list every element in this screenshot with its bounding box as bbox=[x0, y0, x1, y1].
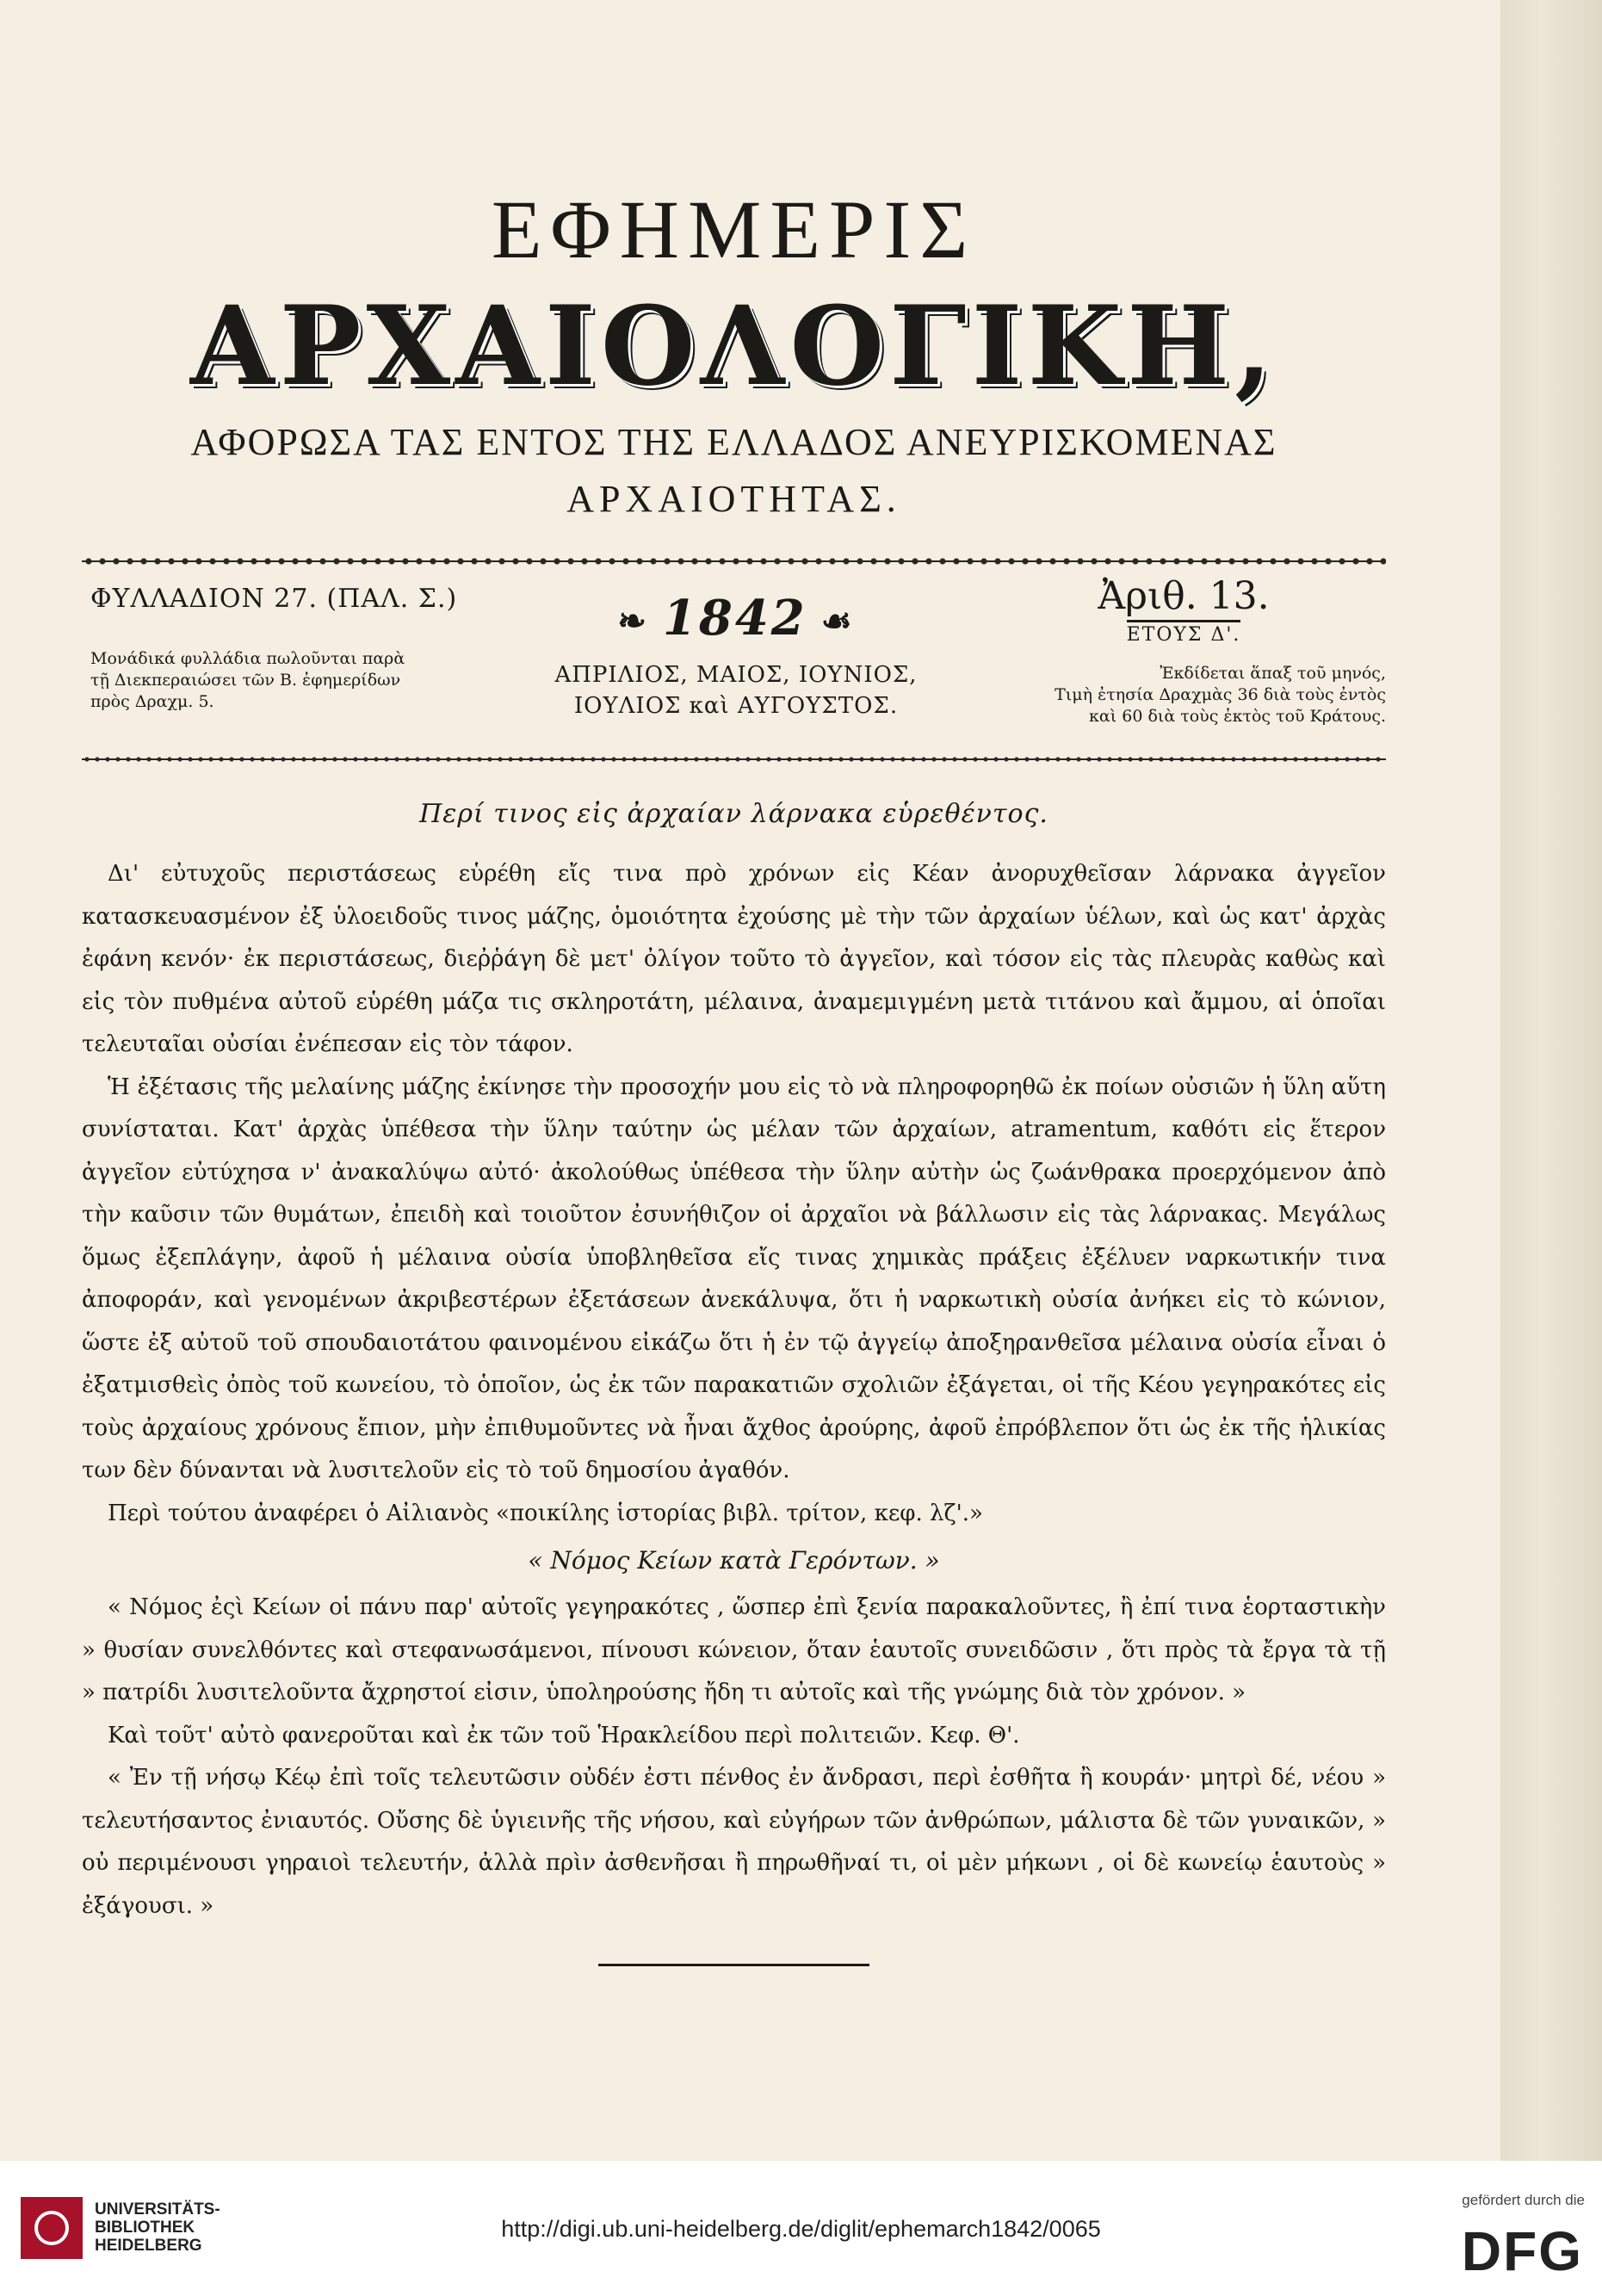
issue-info-right bbox=[981, 575, 1386, 727]
fleuron-left-icon: ❧ bbox=[617, 601, 649, 642]
issue-info-left bbox=[90, 584, 538, 713]
subscription-note bbox=[981, 663, 1386, 727]
digitization-footer bbox=[0, 2161, 1602, 2296]
journal-title-ornate: ΑΡΧΑΙΟΛΟΓΙΚΗ, bbox=[189, 282, 1278, 410]
end-rule bbox=[598, 1964, 869, 1966]
funding-note: gefördert durch die bbox=[1462, 2192, 1585, 2208]
journal-subtitle-line2: ΑΡΧΑΙΟΤΗΤΑΣ. bbox=[566, 478, 901, 520]
volume-year: ΕΤΟΥΣ Δ'. bbox=[1127, 620, 1241, 646]
subscription-line: Ἐκδίδεται ἅπαξ τοῦ μηνός, bbox=[1160, 664, 1386, 683]
facing-page-edge bbox=[1500, 0, 1602, 2161]
fleuron-right-icon: ☙ bbox=[820, 601, 855, 642]
months-line: ΑΠΡΙΛΙΟΣ, ΜΑΙΟΣ, ΙΟΥΝΙΟΣ, bbox=[554, 662, 918, 689]
issue-months bbox=[529, 659, 943, 721]
quote-title: « Νόμος Κείων κατὰ Γερόντων. » bbox=[528, 1546, 940, 1575]
quotation: « Ἐν τῇ νήσῳ Κέῳ ἐπὶ τοῖς τελευτῶσιν οὐδέν ἐστι πένθος ἐν ἄνδρασι, περὶ ἐσθῆτα ἢ κουράν· μητρὶ δέ, νέου » τελευτήσαντος ἐνιαυτός. Οὔσης δὲ ὑγιεινῆς τῆς νήσου, καὶ εὐγήρων τῶν ἀνθρώπων, μάλιστα δὲ τῶν γυναικῶν, » οὐ περιμένουσι γηραιοὶ τελευτήν, ἀλλὰ πρὶν ἀσθενῆσαι ἢ πηρωθῆναί τι, οἱ μὲν μήκωνι , οἱ δὲ κωνείῳ ἑαυτοὺς » ἐξάγουσι. » bbox=[82, 1765, 1386, 1919]
dfg-logo: DFG bbox=[1461, 2220, 1583, 2282]
sale-note-line: πρὸς Δραχμ. 5. bbox=[90, 692, 214, 711]
paragraph: Ἡ ἐξέτασις τῆς μελαίνης μάζης ἐκίνησε τὴν προσοχήν μου εἰς τὸ νὰ πληροφορηθῶ ἐκ ποίων οὐσιῶν ἡ ὕλη αὕτη συνίσταται. Κατ' ἀρχὰς ὑπέθεσα τὴν ὕλην ταύτην ὡς μέλαν τῶν ἀρχαίων, atramentum, καθότι εἰς ἕτερον ἀγγεῖον εὐτύχησα ν' ἀνακαλύψω αὐτό· ἀκολούθως ὑπέθεσα τὴν ὕλην αὐτὴν ὡς ζωάνθρακα προερχόμενον ἀπὸ τὴν καῦσιν τῶν θυμάτων, ἐπειδὴ καὶ τοιοῦτον ἐσυνήθιζον οἱ ἀρχαῖοι νὰ βάλλωσιν εἰς τὰς λάρνακας. Μεγάλως ὅμως ἐξεπλάγην, ἀφοῦ ἡ μέλαινα οὐσία ὑποβληθεῖσα εἴς τινας χημικὰς πράξεις ἐξέλυεν ναρκωτικήν τινα ἀποφοράν, καὶ γενομένων ἀκριβεστέρων ἐξετάσεων ἀνεκάλυψα, ὅτι ἡ ναρκωτικὴ οὐσία ἀνήκει εἰς τὸ κώνιον, ὥστε ἐξ αὐτοῦ τοῦ σπουδαιοτάτου φαινομένου εἰκάζω ὅτι ἡ ἐν τῷ ἀγγείῳ ἀποξηρανθεῖσα μέλαινα οὐσία εἶναι ὁ ἐξατμισθεὶς ὀπὸς τοῦ κωνείου, τὸ ὁποῖον, ὡς ἐκ τῶν παρακατιῶν σχολιῶν ἐξάγεται, οἱ τῆς Κέου γεγηρακότες εἰς τοὺς ἀρχαίους χρόνους ἔπιον, μὴν ἐπιθυμοῦντες νὰ ἦναι ἄχθος ἀρούρης, ἀφοῦ ἐπρόβλεπον ὅτι ὡς ἐκ τῆς ἡλικίας των δὲν δύνανται νὰ λυσιτελοῦν εἰς τὸ τοῦ δημοσίου ἀγαθόν. bbox=[82, 1074, 1386, 1483]
quotation: « Νόμος ἐςὶ Κείων οἱ πάνυ παρ' αὐτοῖς γεγηρακότες , ὥσπερ ἐπὶ ξενία παρακαλοῦντες, ἢ ἐπί τινα ἑορταστικὴν » θυσίαν συνελθόντες καὶ στεφανωσάμενοι, πίνουσι κώνειον, ὅταν ἑαυτοῖς συνειδῶσιν , ὅτι πρὸς τὰ ἔργα τὰ τῇ » πατρίδι λυσιτελοῦντα ἄχρηστοί εἰσιν, ὑποληρούσης ἤδη τι αὐτοῖς καὶ τῆς γνώμης διὰ τὸν χρόνον. » bbox=[82, 1594, 1386, 1705]
ornamental-rule-top bbox=[82, 556, 1386, 566]
subscription-line: καὶ 60 διὰ τοὺς ἐκτὸς τοῦ Κράτους. bbox=[1089, 707, 1386, 726]
subscription-line: Τιμὴ ἐτησία Δραχμὰς 36 διὰ τοὺς ἐντὸς bbox=[1055, 685, 1386, 704]
months-line: ΙΟΥΛΙΟΣ καὶ ΑΥΓΟΥΣΤΟΣ. bbox=[573, 693, 899, 720]
page-content bbox=[82, 129, 1386, 1966]
ornamental-rule-bottom bbox=[82, 756, 1386, 763]
source-url[interactable]: http://digi.ub.uni-heidelberg.de/diglit/ephemarch1842/0065 bbox=[501, 2216, 1101, 2242]
issue-number: Ἀριθ. 13. bbox=[1098, 574, 1270, 618]
article-title: Περί τινος εἰς ἀρχαίαν λάρνακα εὑρεθέντος. bbox=[419, 799, 1048, 829]
journal-subtitle: ΑΦΟΡΩΣΑ ΤΑΣ ΕΝΤΟΣ ΤΗΣ ΕΛΛΑΔΟΣ ΑΝΕΥΡΙΣΚΟΜΕΝΑΣ bbox=[190, 421, 1277, 463]
paragraph: Καὶ τοῦτ' αὐτὸ φανεροῦται καὶ ἐκ τῶν τοῦ Ἡρακλείδου περὶ πολιτειῶν. Κεφ. Θ'. bbox=[108, 1722, 1020, 1748]
issue-info bbox=[82, 575, 1386, 756]
fascicle-number: ΦΥΛΛΑΔΙΟΝ 27. (ΠΑΛ. Σ.) bbox=[90, 584, 458, 614]
institution-name: UNIVERSITÄTS- BIBLIOTHEK HEIDELBERG bbox=[95, 2200, 220, 2255]
paragraph: Δι' εὐτυχοῦς περιστάσεως εὑρέθη εἴς τινα πρὸ χρόνων εἰς Κέαν ἀνορυχθεῖσαν λάρνακα ἀγγεῖον κατασκευασμένον ἐξ ὑλοειδοῦς τινος μάζης, ὁμοιότητα ἐχούσης μὲ τὴν τῶν ἀρχαίων ὑέλων, καὶ ὡς κατ' ἀρχὰς ἐφάνη κενόν· ἐκ περιστάσεως, διεῤῥάγη δὲ μετ' ὀλίγον τοῦτο τὸ ἀγγεῖον, καὶ τόσον εἰς τὰς πλευρὰς καθὼς καὶ εἰς τὸν πυθμένα αὐτοῦ εὑρέθη μάζα τις σκληροτάτη, μέλαινα, ἀναμεμιγμένη μετὰ τιτάνου καὶ ἄμμου, αἱ ὁποῖαι τελευταῖαι οὐσίαι ἐνέπεσαν εἰς τὸν τάφον. bbox=[82, 861, 1386, 1057]
masthead bbox=[82, 183, 1386, 523]
journal-title: ΕΦΗΜΕΡΙΣ bbox=[491, 183, 977, 275]
paragraph: Περὶ τούτου ἀναφέρει ὁ Αἰλιανὸς «ποικίλης ἱστορίας βιβλ. τρίτον, κεφ. λζ'.» bbox=[108, 1500, 983, 1526]
issue-info-center bbox=[529, 592, 943, 721]
issue-year: ❧ 1842 ☙ bbox=[529, 592, 943, 647]
sale-note-line: Μονάδικά φυλλάδια πωλοῦνται παρὰ bbox=[90, 649, 405, 668]
sale-note bbox=[90, 648, 538, 713]
sale-note-line: τῇ Διεκπεραιώσει τῶν Β. ἐφημερίδων bbox=[90, 671, 401, 690]
